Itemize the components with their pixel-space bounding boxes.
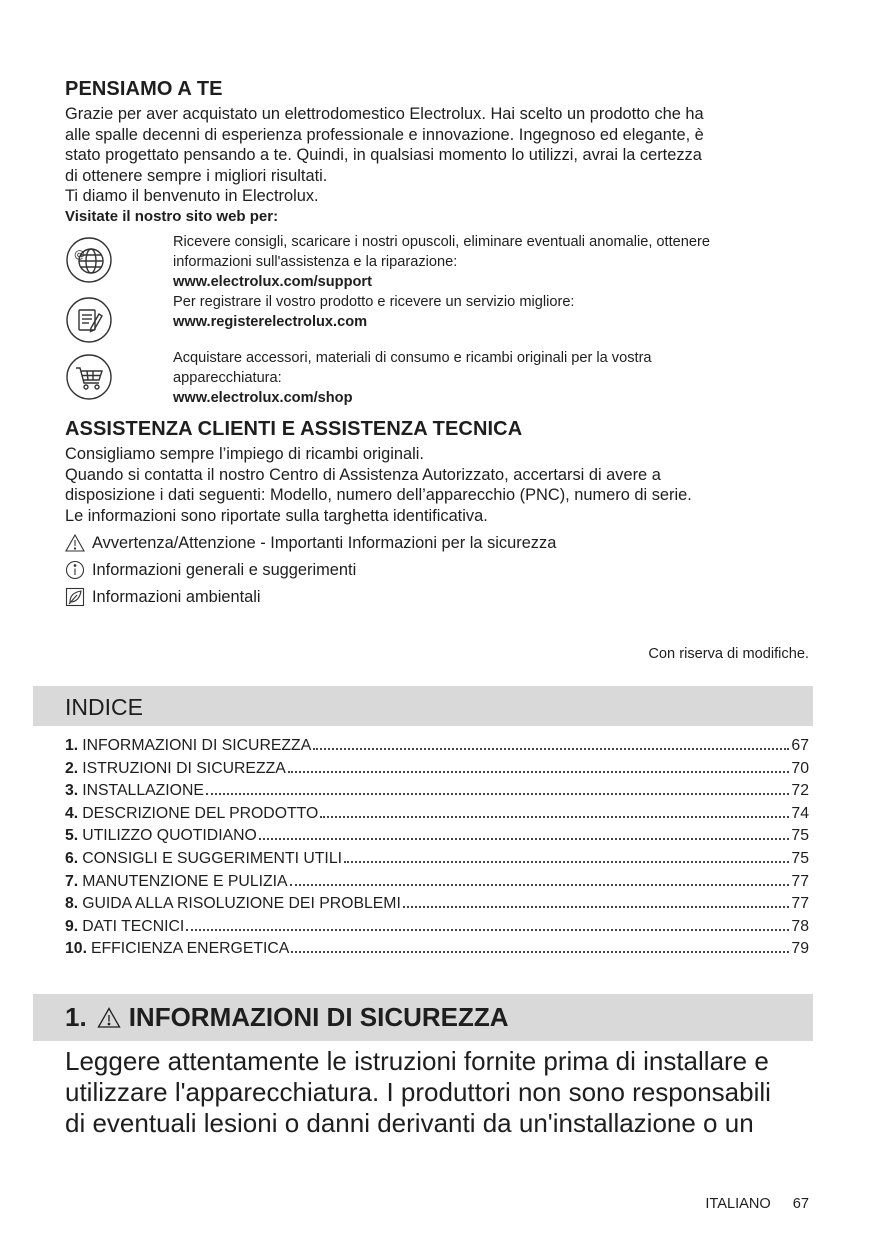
toc-page: 77	[791, 872, 809, 890]
toc-leader	[313, 748, 789, 750]
toc-number: 3.	[65, 782, 79, 800]
toc-title: INFORMAZIONI DI SICUREZZA	[82, 737, 312, 754]
toc-title: MANUTENZIONE E PULIZIA	[82, 872, 288, 890]
leaf-icon	[65, 587, 87, 607]
toc-entry[interactable]	[65, 873, 809, 896]
web-item-line: informazioni sull'assistenza e la riparazione:	[173, 254, 458, 270]
legend-text: Avvertenza/Attenzione - Importanti Informazioni per la sicurezza	[92, 534, 557, 552]
toc-entry[interactable]	[65, 782, 809, 805]
toc-entry[interactable]	[65, 805, 809, 828]
toc-page: 70	[791, 759, 809, 777]
web-item-line: apparecchiatura:	[173, 370, 282, 386]
shop-link[interactable]: www.electrolux.com/shop	[173, 390, 353, 406]
globe-at-icon	[65, 236, 113, 284]
index-header	[33, 686, 813, 726]
toc-number: 5.	[65, 827, 79, 845]
toc-title: DESCRIZIONE DEL PRODOTTO	[82, 804, 319, 822]
welcome-text	[65, 104, 825, 228]
toc-leader	[291, 951, 789, 953]
section-lead-text	[65, 1046, 825, 1139]
lead-line: utilizzare l'apparecchiatura. I produttori non sono responsabili	[65, 1077, 771, 1107]
table-of-contents	[65, 737, 809, 963]
toc-number: 10.	[65, 940, 87, 958]
toc-number: 6.	[65, 849, 79, 867]
web-item-shop	[173, 348, 813, 408]
toc-leader	[320, 816, 789, 818]
svg-text:@: @	[74, 248, 85, 261]
toc-title: EFFICIENZA ENERGETICA	[90, 940, 290, 958]
web-item-support	[173, 232, 813, 292]
toc-page: 77	[791, 895, 809, 913]
register-link[interactable]: www.registerelectrolux.com	[173, 314, 368, 330]
toc-page: 79	[791, 940, 809, 958]
toc-number: 9.	[65, 917, 79, 935]
web-item-line: Ricevere consigli, scaricare i nostri opuscoli, eliminare eventuali anomalie, ottenere	[173, 234, 710, 250]
toc-entry[interactable]	[65, 827, 809, 850]
legend-warning	[65, 533, 556, 553]
shopping-cart-icon	[65, 353, 113, 401]
legend-text: Informazioni generali e suggerimenti	[92, 561, 357, 579]
toc-page: 78	[791, 917, 809, 935]
toc-entry[interactable]	[65, 760, 809, 783]
toc-leader	[259, 838, 790, 840]
toc-entry[interactable]	[65, 940, 809, 963]
toc-number: 7.	[65, 872, 79, 890]
legend-environment	[65, 587, 261, 607]
footer-language: ITALIANO	[705, 1196, 771, 1212]
toc-number: 2.	[65, 759, 79, 777]
toc-leader	[206, 793, 790, 795]
welcome-line: Grazie per aver acquistato un elettrodomestico Electrolux. Hai scelto un prodotto che ha	[65, 105, 704, 123]
section-number: 1.	[65, 1002, 87, 1032]
toc-title: DATI TECNICI	[82, 917, 185, 935]
web-item-line: Per registrare il vostro prodotto e ricevere un servizio migliore:	[173, 294, 575, 310]
legend-text: Informazioni ambientali	[92, 588, 261, 606]
info-icon	[65, 560, 87, 580]
support-link[interactable]: www.electrolux.com/support	[173, 274, 372, 290]
section-header	[33, 994, 813, 1041]
visit-label: Visitate il nostro sito web per:	[65, 207, 279, 225]
toc-title: ISTRUZIONI DI SICUREZZA	[82, 759, 286, 777]
toc-entry[interactable]	[65, 737, 809, 760]
welcome-line: stato progettato pensando a te. Quindi, in qualsiasi momento lo utilizzi, avrai la certezza	[65, 146, 702, 165]
web-item-register	[173, 292, 813, 332]
welcome-line: di ottenere sempre i migliori risultati.	[65, 166, 328, 185]
toc-page: 75	[791, 827, 809, 845]
index-title: INDICE	[65, 694, 143, 720]
service-line: disposizione i dati seguenti: Modello, numero dell’apparecchio (PNC), numero di serie.	[65, 486, 692, 505]
toc-number: 4.	[65, 804, 79, 822]
legend-info	[65, 560, 356, 580]
changes-note: Con riserva di modifiche.	[648, 646, 809, 662]
toc-page: 67	[791, 737, 809, 754]
toc-leader	[344, 861, 789, 863]
toc-entry[interactable]	[65, 850, 809, 873]
toc-title: CONSIGLI E SUGGERIMENTI UTILI	[82, 849, 342, 867]
page-footer	[705, 1196, 809, 1212]
warning-triangle-icon	[97, 1006, 121, 1030]
toc-title: INSTALLAZIONE	[82, 782, 204, 800]
toc-entry[interactable]	[65, 918, 809, 941]
toc-leader	[186, 929, 789, 931]
service-line: Consigliamo sempre l’impiego di ricambi originali.	[65, 445, 424, 463]
welcome-title: PENSIAMO A TE	[65, 78, 223, 100]
section-title	[65, 1002, 509, 1033]
service-title: ASSISTENZA CLIENTI E ASSISTENZA TECNICA	[65, 418, 523, 440]
footer-page-number: 67	[792, 1196, 809, 1212]
lead-line: di eventuali lesioni o danni derivanti da un'installazione o un	[65, 1108, 754, 1138]
welcome-line: Ti diamo il benvenuto in Electrolux.	[65, 187, 319, 206]
toc-leader	[403, 906, 790, 908]
web-item-line: Acquistare accessori, materiali di consumo e ricambi originali per la vostra	[173, 350, 652, 366]
toc-number: 8.	[65, 895, 79, 913]
register-pen-icon	[65, 296, 113, 344]
toc-page: 75	[791, 849, 809, 867]
toc-entry[interactable]	[65, 895, 809, 918]
toc-title: UTILIZZO QUOTIDIANO	[82, 827, 257, 845]
welcome-line: alle spalle decenni di esperienza professionale e innovazione. Ingegnoso ed elegante, è	[65, 125, 704, 144]
lead-line: Leggere attentamente le istruzioni fornite prima di installare e	[65, 1046, 769, 1076]
section-title-text: INFORMAZIONI DI SICUREZZA	[128, 1002, 509, 1032]
toc-leader	[290, 884, 790, 886]
toc-leader	[288, 771, 790, 773]
toc-title: GUIDA ALLA RISOLUZIONE DEI PROBLEMI	[82, 895, 401, 913]
service-line: Le informazioni sono riportate sulla targhetta identificativa.	[65, 506, 488, 525]
toc-page: 74	[791, 804, 809, 822]
service-line: Quando si contatta il nostro Centro di Assistenza Autorizzato, accertarsi di avere a	[65, 465, 661, 484]
toc-number: 1.	[65, 737, 79, 754]
service-text	[65, 444, 825, 526]
toc-page: 72	[791, 782, 809, 800]
warning-triangle-icon	[65, 533, 87, 553]
